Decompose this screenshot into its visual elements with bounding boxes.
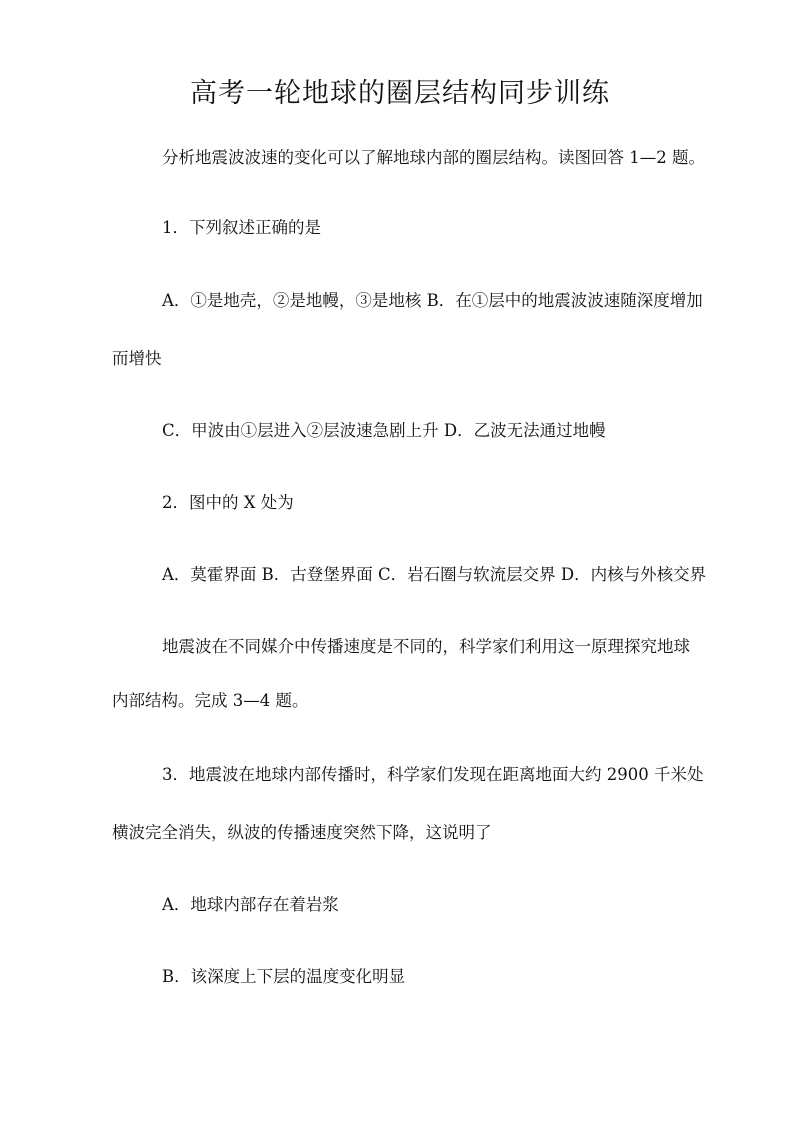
question-2: 2．图中的 X 处为 <box>162 493 294 512</box>
question-3-continued: 横波完全消失，纵波的传播速度突然下降，这说明了 <box>112 823 492 842</box>
question-1: 1．下列叙述正确的是 <box>162 218 321 237</box>
intro-paragraph-1: 分析地震波波速的变化可以了解地球内部的圈层结构。读图回答 1—2 题。 <box>162 148 705 167</box>
document-title: 高考一轮地球的圈层结构同步训练 <box>190 78 610 109</box>
question-2-options: A．莫霍界面 B．古登堡界面 C．岩石圈与软流层交界 D．内核与外核交界 <box>162 565 707 584</box>
question-3-option-b: B．该深度上下层的温度变化明显 <box>162 967 406 986</box>
question-1-options-cd: C．甲波由①层进入②层波速急剧上升 D．乙波无法通过地幔 <box>162 421 606 440</box>
intro-paragraph-2: 地震波在不同媒介中传播速度是不同的，科学家们利用这一原理探究地球 <box>162 637 690 656</box>
intro-paragraph-2-continued: 内部结构。完成 3—4 题。 <box>112 691 309 710</box>
question-3: 3．地震波在地球内部传播时，科学家们发现在距离地面大约 2900 千米处 <box>162 765 704 784</box>
question-1-options-ab: A．①是地壳，②是地幔，③是地核 B．在①层中的地震波波速随深度增加 <box>162 291 703 310</box>
question-1-options-ab-continued: 而增快 <box>112 349 162 368</box>
question-3-option-a: A．地球内部存在着岩浆 <box>162 895 339 914</box>
